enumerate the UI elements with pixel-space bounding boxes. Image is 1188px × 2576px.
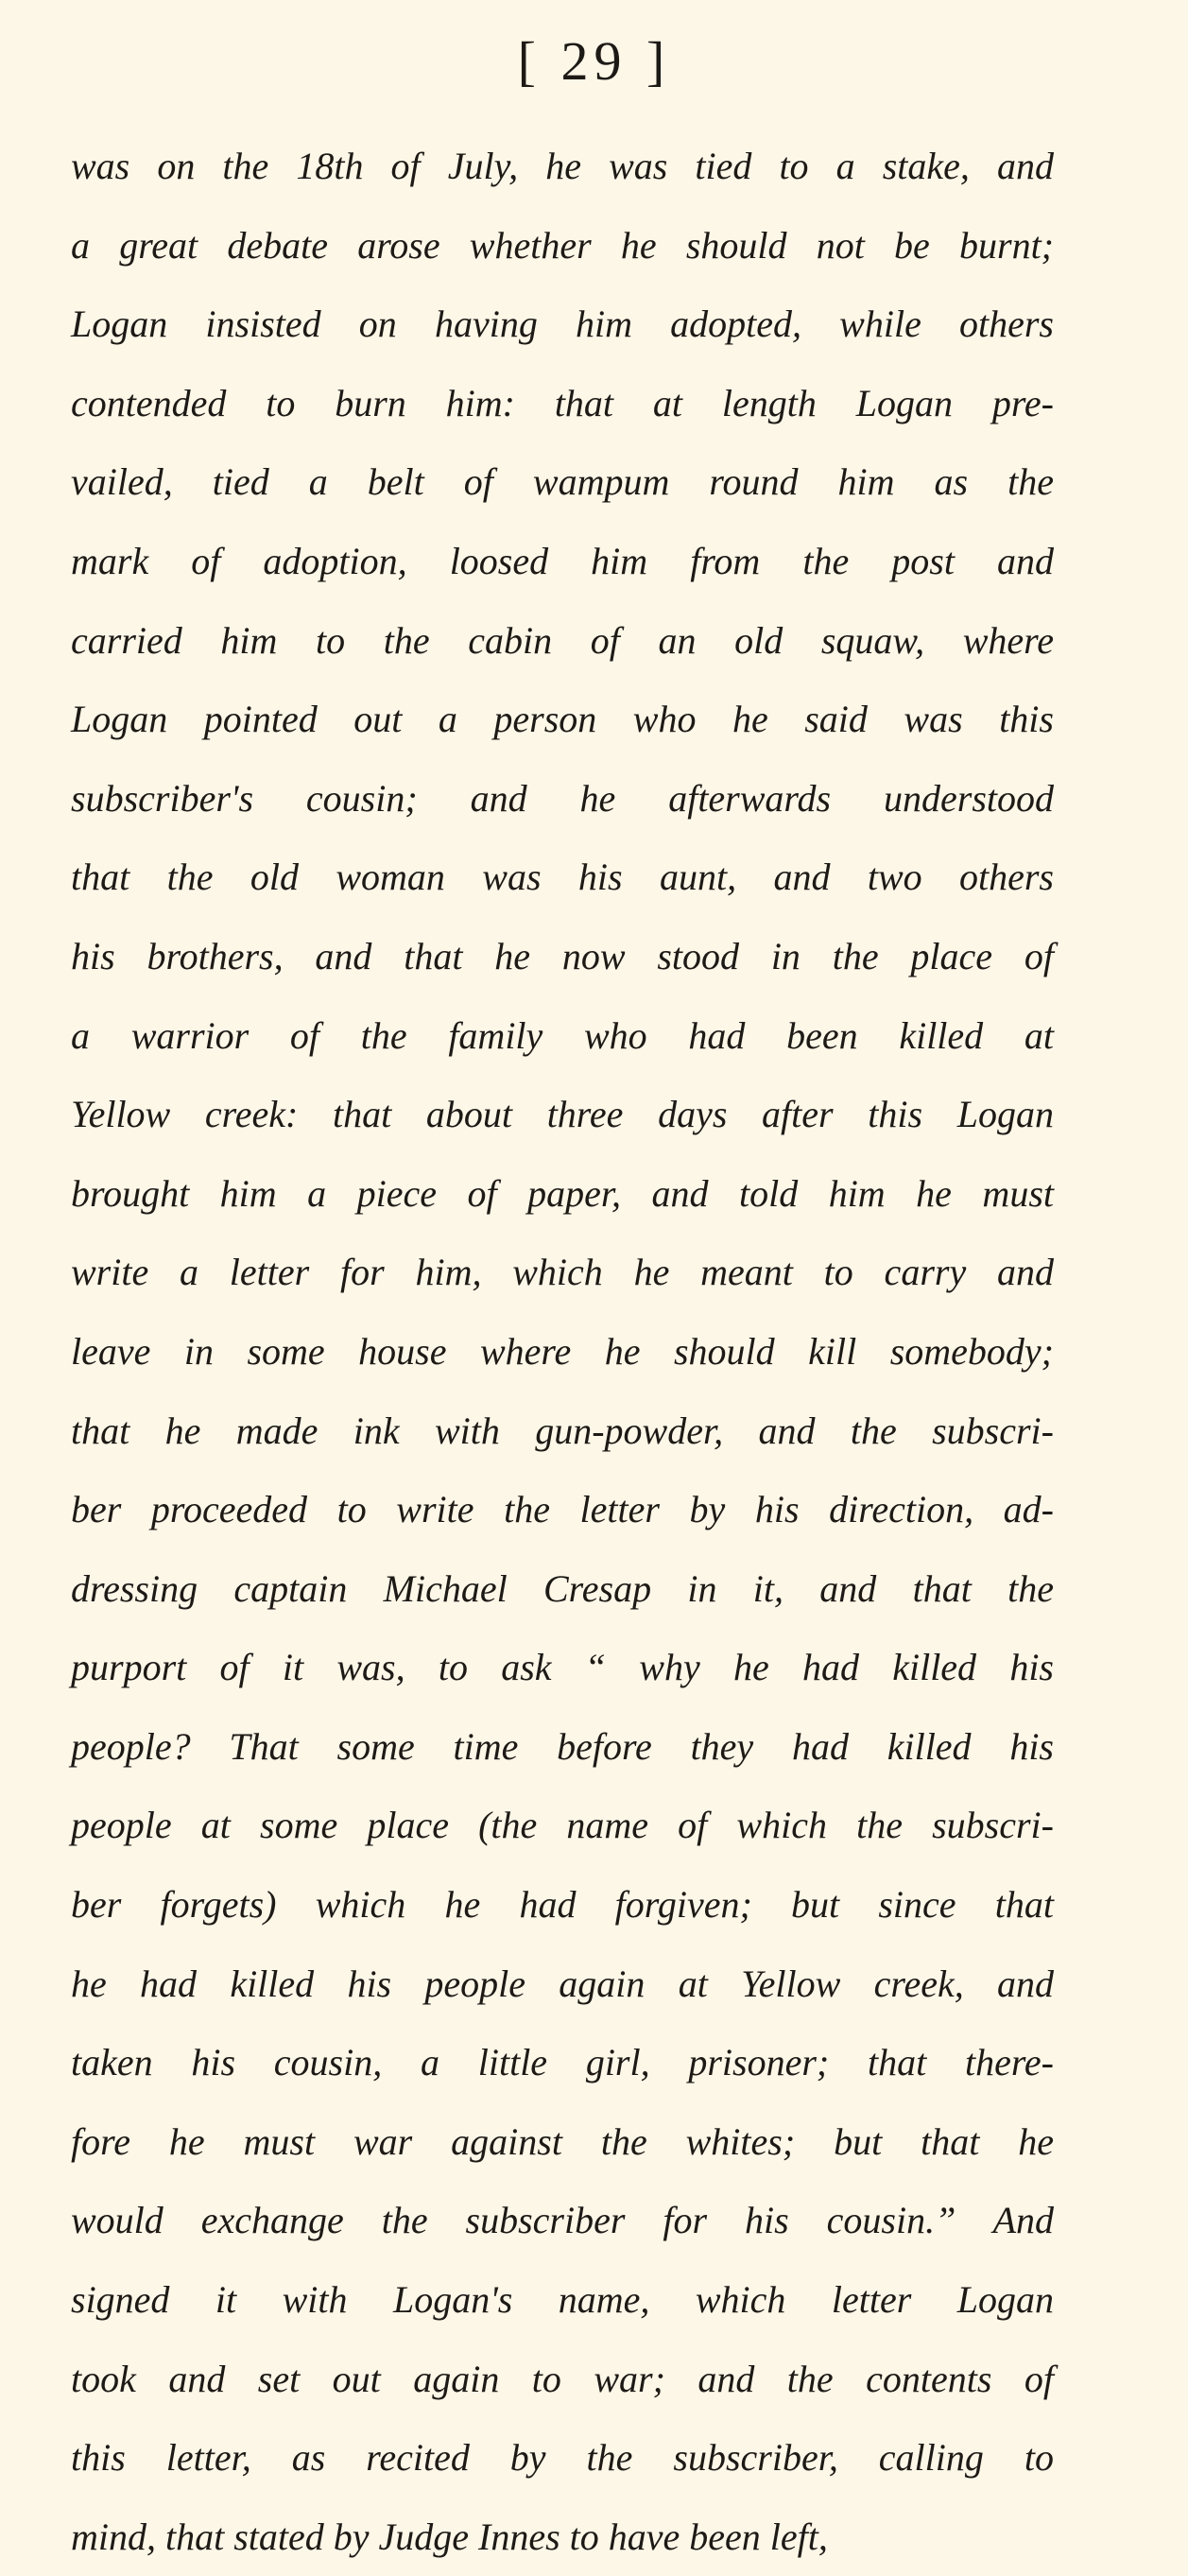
text-line: purport of it was, to ask “ why he had killed his [71,1646,1054,1689]
text-line: he had killed his people again at Yellow creek, and [71,1962,1054,2005]
text-line: contended to burn him: that at length Logan pre- [71,381,1054,424]
text-line: fore he must war against the whites; but that he [71,2119,1054,2163]
text-line: people? That some time before they had killed his [71,1724,1054,1768]
text-line: a great debate arose whether he should not be burnt; [71,223,1054,267]
text-line: his brothers, and that he now stood in the place of [71,934,1054,977]
text-line: that the old woman was his aunt, and two others [71,856,1054,899]
text-line: subscriber's cousin; and he afterwards understood [71,776,1054,820]
text-line: ber proceeded to write the letter by his direction, ad- [71,1488,1054,1531]
text-line: ber forgets) which he had forgiven; but since that [71,1883,1054,1927]
text-line: Logan pointed out a person who he said was this [71,698,1054,741]
text-line: took and set out again to war; and the contents of [71,2357,1054,2400]
text-line: leave in some house where he should kill somebody; [71,1329,1054,1373]
text-line: signed it with Logan's name, which letter Logan [71,2278,1054,2322]
text-line: people at some place (the name of which the subscri- [71,1804,1054,1847]
text-line: mark of adoption, loosed him from the post and [71,539,1054,582]
text-line: taken his cousin, a little girl, prisoner; that there- [71,2041,1054,2084]
text-line: that he made ink with gun-powder, and the subscri- [71,1409,1054,1452]
text-line: a warrior of the family who had been killed at [71,1013,1054,1057]
text-line: mind, that stated by Judge Innes to have been left, [71,2515,828,2558]
text-line: dressing captain Michael Cresap in it, and that the [71,1566,1054,1610]
text-line: vailed, tied a belt of wampum round him as the [71,460,1054,504]
text-line: Logan insisted on having him adopted, while others [71,303,1054,346]
text-line: this letter, as recited by the subscriber, calling to [71,2436,1054,2480]
text-line: Yellow creek: that about three days after this Logan [71,1093,1054,1136]
page-number: [ 29 ] [517,30,671,92]
text-line: would exchange the subscriber for his cousin.” And [71,2199,1054,2242]
body-text [71,127,1054,2576]
text-line: brought him a piece of paper, and told him he must [71,1171,1054,1215]
text-line: was on the 18th of July, he was tied to a stake, and [71,145,1054,187]
text-line: carried him to the cabin of an old squaw, where [71,618,1054,662]
text-line: write a letter for him, which he meant to carry and [71,1251,1054,1294]
